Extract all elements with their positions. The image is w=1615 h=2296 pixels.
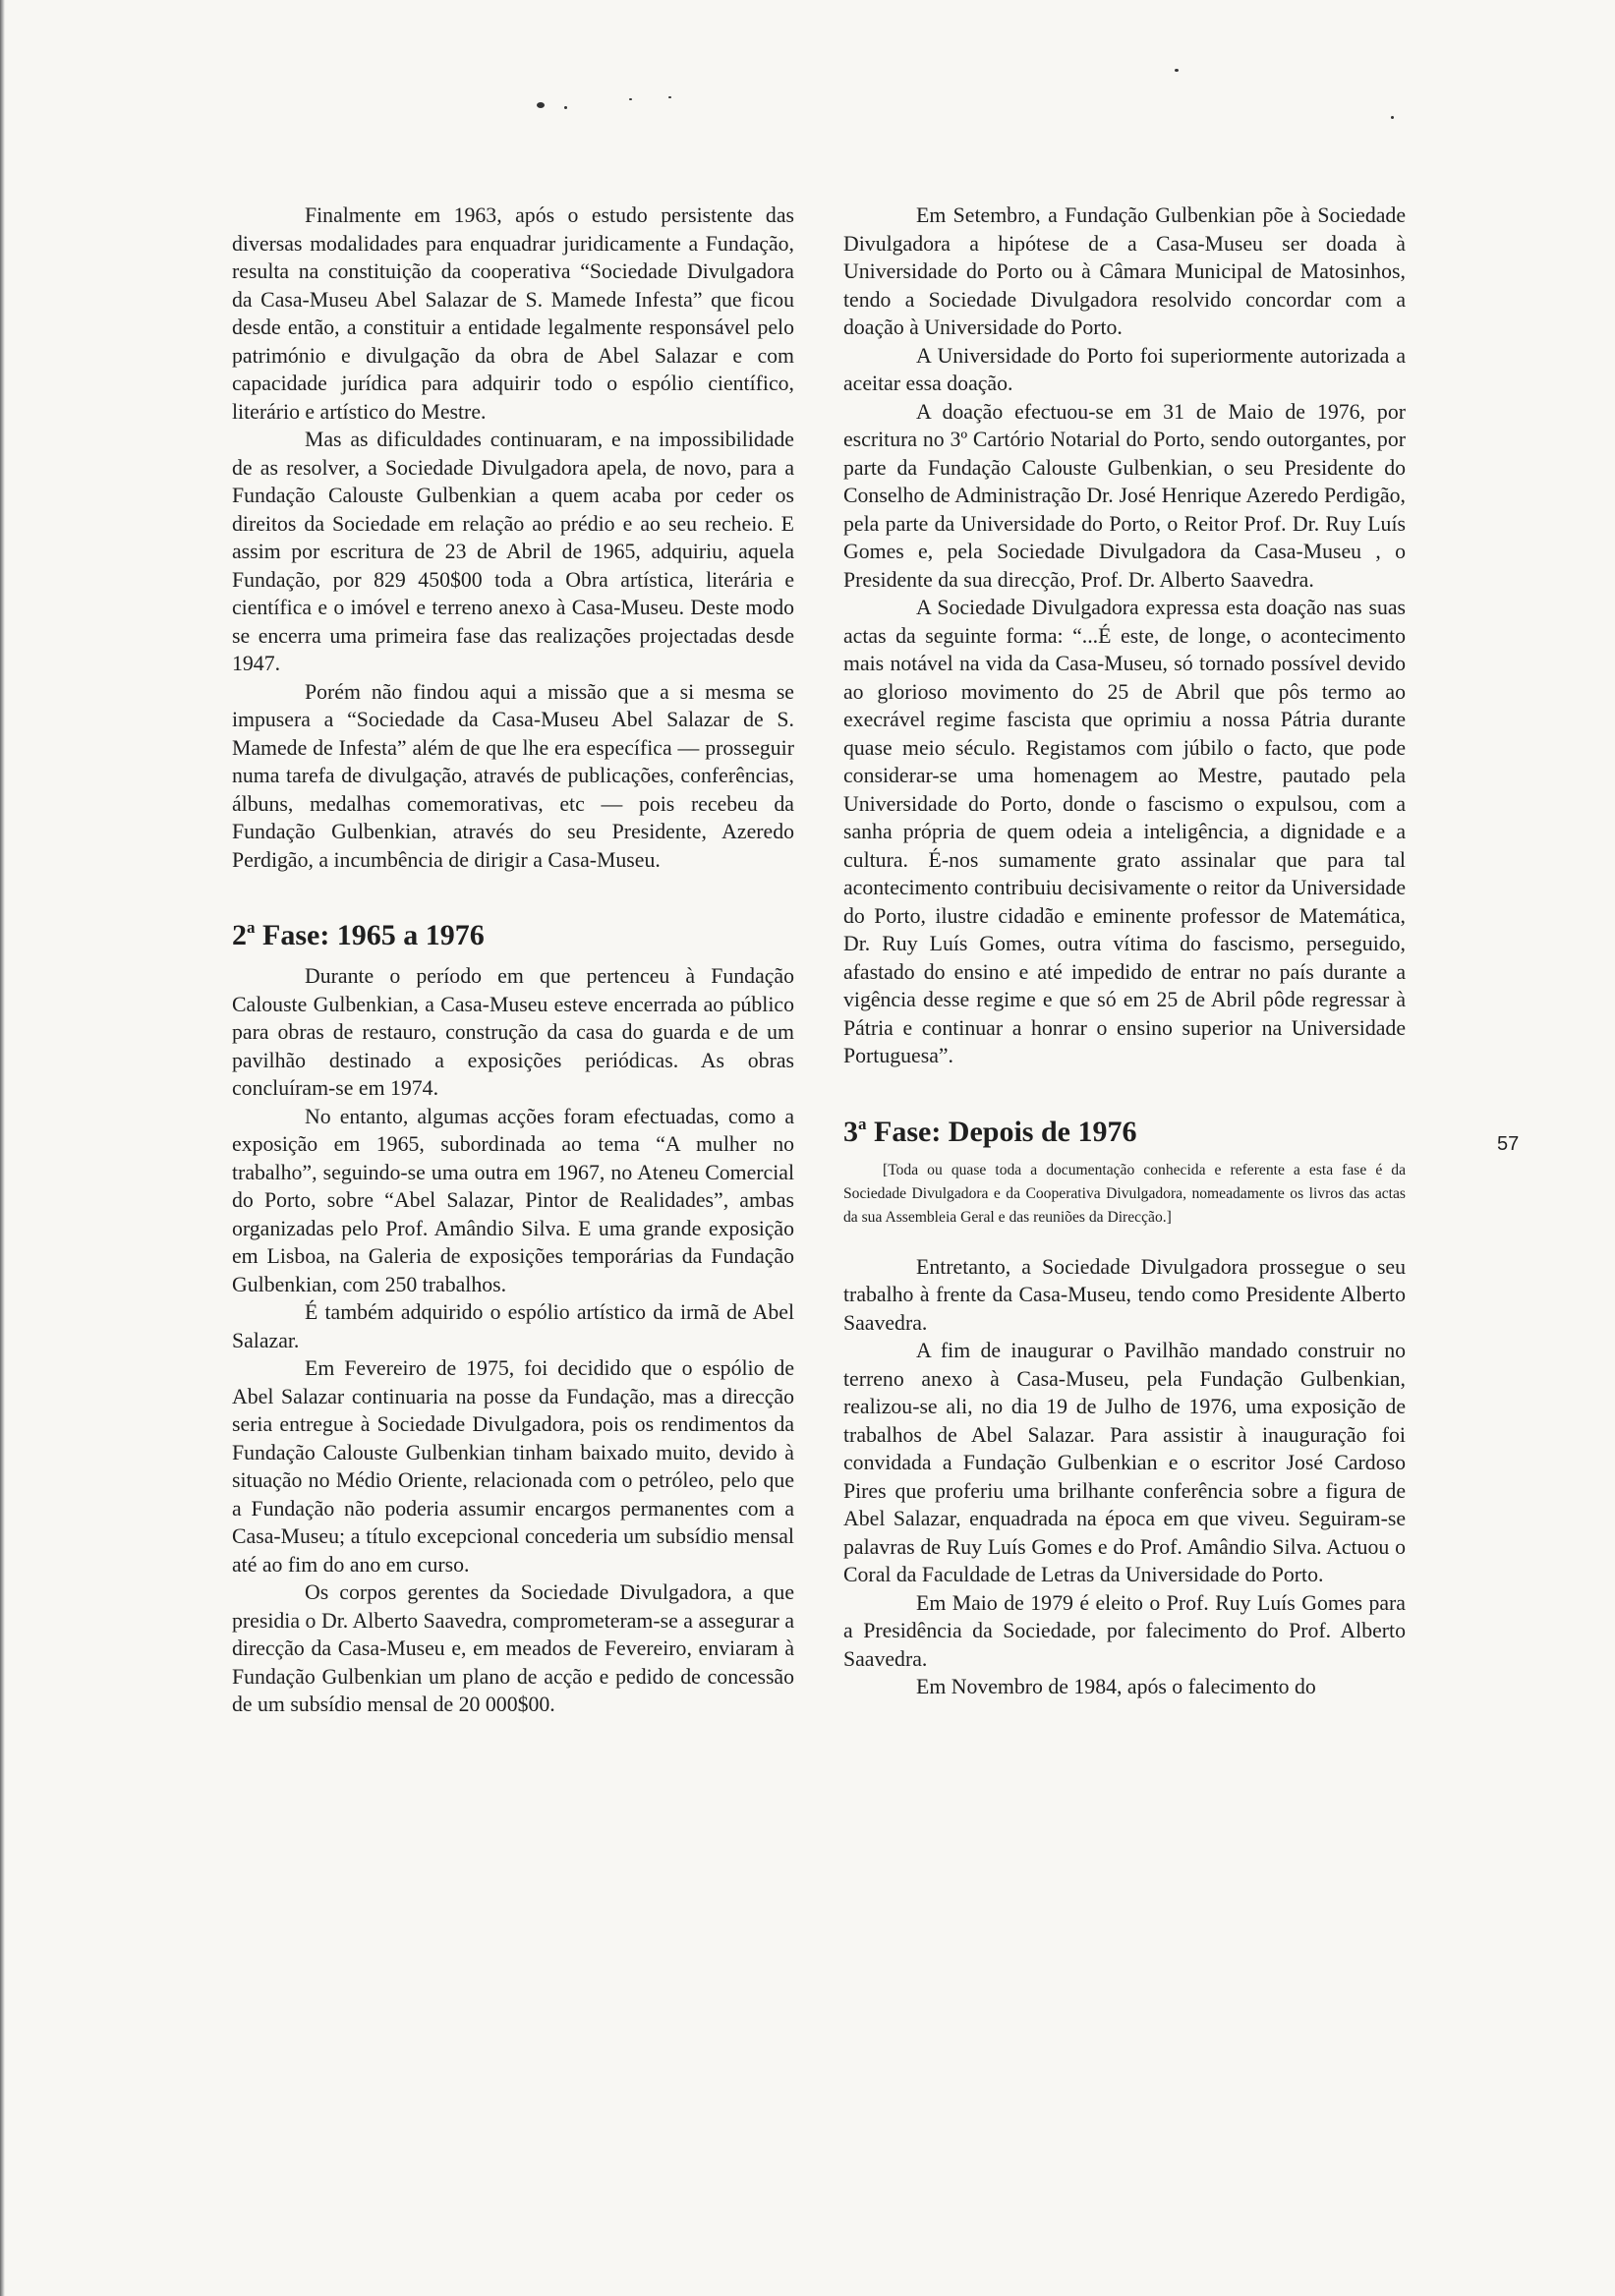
paragraph: Em Setembro, a Fundação Gulbenkian põe à Sociedade Divulgadora a hipótese de a Casa-Museu ser doada à Universidade do Porto ou à Câmara Municipal de Matosinhos, tendo a Sociedade Divulgadora resolvido concordar com a doação à Universidade do Porto. <box>843 203 1406 339</box>
paragraph: É também adquirido o espólio artístico da irmã de Abel Salazar. <box>232 1300 794 1352</box>
section-heading-phase-2 <box>232 911 794 952</box>
paragraph: Porém não findou aqui a missão que a si mesma se impusera a “Sociedade da Casa-Museu Abel Salazar de S. Mamede de Infesta” além de que lhe era específica — prosseguir numa tarefa de divulgação, através de publicações, conferências, álbuns, medalhas comemorativas, etc — pois recebeu da Fundação Gulbenkian, através do seu Presidente, Azeredo Perdigão, a incumbência de dirigir a Casa-Museu. <box>232 679 794 872</box>
paragraph: Entretanto, a Sociedade Divulgadora prossegue o seu trabalho à frente da Casa-Museu, tendo como Presidente Alberto Saavedra. <box>843 1254 1406 1335</box>
scan-speck <box>668 96 671 98</box>
paragraph: Os corpos gerentes da Sociedade Divulgadora, a que presidia o Dr. Alberto Saavedra, comprometeram-se a assegurar a direcção da Casa-Museu e, em meados de Fevereiro, enviaram à Fundação Gulbenkian um plano de acção e pedido de concessão de um subsídio mensal de 20 000$00. <box>232 1580 794 1716</box>
paragraph: A doação efectuou-se em 31 de Maio de 1976, por escritura no 3º Cartório Notarial do Porto, sendo outorgantes, por parte da Fundação Calouste Gulbenkian, o seu Presidente do Conselho de Administração Dr. José Henrique Azeredo Perdigão, pela parte da Universidade do Porto, o Reitor Prof. Dr. Ruy Luís Gomes e, pela Sociedade Divulgadora da Casa-Museu , o Presidente da sua direcção, Prof. Dr. Alberto Saavedra. <box>843 399 1406 592</box>
scan-speck <box>629 98 632 100</box>
heading-ordinal-suffix: a <box>858 1114 867 1133</box>
paragraph: Em Fevereiro de 1975, foi decidido que o espólio de Abel Salazar continuaria na posse da Fundação, mas a direcção seria entregue à Sociedade Divulgadora, pois os rendimentos da Fundação Calouste Gulbenkian tinham baixado muito, devido à situação no Médio Oriente, relacionada com o petróleo, pelo que a Fundação não poderia assumir encargos permanentes com a Casa-Museu; a título excepcional concederia um subsídio mensal até ao fim do ano em curso. <box>232 1356 794 1577</box>
paragraph: Mas as dificuldades continuaram, e na impossibilidade de as resolver, a Sociedade Divulgadora apela, de novo, para a Fundação Calouste Gulbenkian a quem acaba por ceder os direitos da Sociedade em relação ao prédio e ao seu recheio. E assim por escritura de 23 de Abril de 1965, adquiriu, aquela Fundação, por 829 450$00 toda a Obra artística, literária e científica e o imóvel e terreno anexo à Casa-Museu. Deste modo se encerra uma primeira fase das realizações projectadas desde 1947. <box>232 428 794 675</box>
left-column <box>232 201 794 1719</box>
page-number: 57 <box>1497 1133 1520 1155</box>
paragraph: Durante o período em que pertenceu à Fundação Calouste Gulbenkian, a Casa-Museu esteve encerrada ao público para obras de restauro, construção da casa do guarda e de um pavilhão destinado a exposições periódicas. As obras concluíram-se em 1974. <box>232 964 794 1100</box>
paragraph: Em Novembro de 1984, após o falecimento do <box>916 1675 1316 1698</box>
heading-text: Fase: 1965 a 1976 <box>255 919 485 951</box>
heading-ordinal: 3 <box>843 1115 858 1148</box>
scan-speck <box>1391 116 1394 119</box>
right-column <box>843 201 1406 1701</box>
heading-ordinal-suffix: a <box>247 918 256 937</box>
paragraph: A fim de inaugurar o Pavilhão mandado construir no terreno anexo à Casa-Museu, pela Fundação Gulbenkian, realizou-se ali, no dia 19 de Julho de 1976, uma exposição de trabalhos de Abel Salazar. Para assistir à inauguração foi convidada a Fundação Gulbenkian e o escritor José Cardoso Pires que proferiu uma brilhante conferência sobre a figura de Abel Salazar, enquadrada na época em que viveu. Seguiram-se palavras de Ruy Luís Gomes e do Prof. Amândio Silva. Actuou o Coral da Faculdade de Letras da Universidade do Porto. <box>843 1339 1406 1586</box>
heading-text: Fase: Depois de 1976 <box>866 1115 1137 1148</box>
scan-speck <box>564 106 567 109</box>
left-phase-2-paragraphs <box>232 962 794 1719</box>
scan-edge <box>0 0 5 2296</box>
paragraph: Em Maio de 1979 é eleito o Prof. Ruy Luís Gomes para a Presidência da Sociedade, por falecimento do Prof. Alberto Saavedra. <box>843 1590 1406 1671</box>
editorial-note: [Toda ou quase toda a documentação conhecida e referente a esta fase é da Sociedade Divulgadora e da Cooperativa Divulgadora, nomeadamente os livros das actas da sua Assembleia Geral e das reuniões da Direcção.] <box>843 1161 1406 1226</box>
paragraph: No entanto, algumas acções foram efectuadas, como a exposição em 1965, subordinada ao tema “A mulher no trabalho”, seguindo-se uma outra em 1967, no Ateneu Comercial do Porto, sobre “Abel Salazar, Pintor de Realidades”, ambas organizadas pelo Prof. Amândio Silva. E uma grande exposição em Lisboa, na Galeria de exposições temporárias da Fundação Gulbenkian, com 250 trabalhos. <box>232 1104 794 1296</box>
paragraph: Finalmente em 1963, após o estudo persistente das diversas modalidades para enquadrar juridicamente a Fundação, resulta na constituição da cooperativa “Sociedade Divulgadora da Casa-Museu Abel Salazar de S. Mamede Infesta” que ficou desde então, a constituir a entidade legalmente responsável pelo património e divulgação da obra de Abel Salazar e com capacidade jurídica para adquirir todo o espólio científico, literário e artístico do Mestre. <box>232 203 794 424</box>
paragraph: A Sociedade Divulgadora expressa esta doação nas suas actas da seguinte forma: “...É este, de longe, o acontecimento mais notável na vida da Casa-Museu, só tornado possível devido ao glorioso movimento do 25 de Abril que pôs termo ao execrável regime fascista que oprimiu a nossa Pátria durante quase meio século. Registamos com júbilo o facto, que pode considerar-se uma homenagem ao Mestre, pautado pela Universidade do Porto, donde o fascismo o expulsou, com a sanha própria de quem odeia a inteligência, a dignidade e a cultura. É-nos sumamente grato assinalar que para tal acontecimento contribuiu decisivamente o reitor da Universidade do Porto, ilustre cidadão e eminente professor de Matemática, Dr. Ruy Luís Gomes, outra vítima do fascismo, perseguido, afastado do ensino e até impedido de entrar no país durante a vigência desse regime e que só em 25 de Abril pôde regressar à Pátria e continuar a honrar o ensino superior na Universidade Portuguesa”. <box>843 596 1406 1067</box>
right-intro-paragraphs <box>843 201 1406 1070</box>
heading-ordinal: 2 <box>232 919 247 951</box>
left-intro-paragraphs <box>232 201 794 874</box>
scan-speck <box>537 102 545 108</box>
section-heading-phase-3 <box>843 1108 1406 1149</box>
right-phase-3-paragraphs <box>843 1253 1406 1701</box>
scan-speck <box>1175 69 1179 72</box>
paragraph: A Universidade do Porto foi superiormente autorizada a aceitar essa doação. <box>843 343 1406 395</box>
